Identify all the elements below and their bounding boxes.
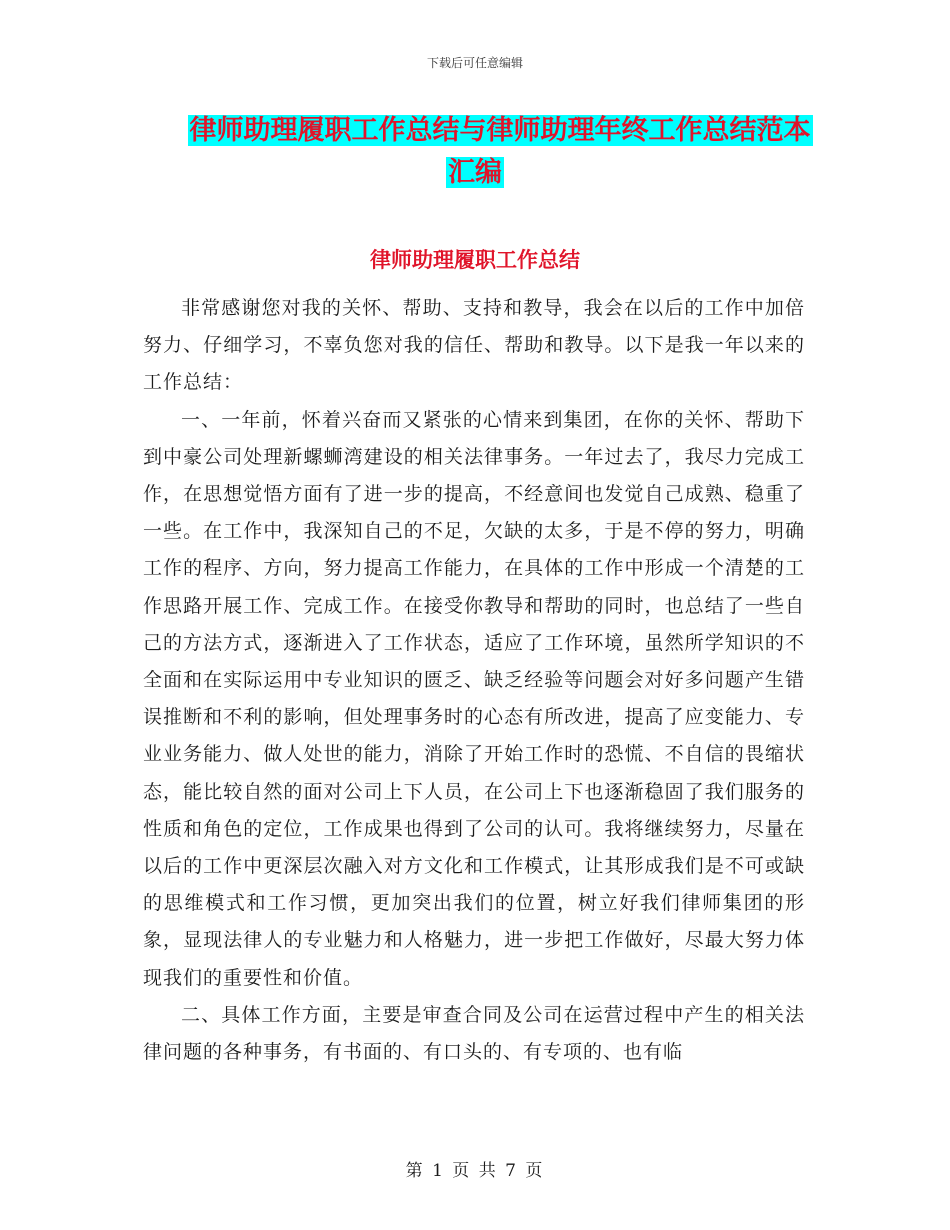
paragraph-2: 一、一年前，怀着兴奋而又紧张的心情来到集团，在你的关怀、帮助下到中豪公司处理新螺蛳湾建设的相关法律事务。一年过去了，我尽力完成工作，在思想觉悟方面有了进一步的提高，不经意间也发觉自己成熟、稳重了一些。在工作中，我深知自己的不足，欠缺的太多，于是不停的努力，明确工作的程序、方向，努力提高工作能力，在具体的工作中形成一个清楚的工作思路开展工作、完成工作。在接受你教导和帮助的同时，也总结了一些自己的方法方式，逐渐进入了工作状态，适应了工作环境，虽然所学知识的不全面和在实际运用中专业知识的匮乏、缺乏经验等问题会对好多问题产生错误推断和不利的影响，但处理事务时的心态有所改进，提高了应变能力、专业业务能力、做人处世的能力，消除了开始工作时的恐慌、不自信的畏缩状态，能比较自然的面对公司上下人员，在公司上下也逐渐稳固了我们服务的性质和角色的定位，工作成果也得到了公司的认可。我将继续努力，尽量在以后的工作中更深层次融入对方文化和工作模式，让其形成我们是不可或缺的思维模式和工作习惯，更加突出我们的位置，树立好我们律师集团的形象，显现法律人的专业魅力和人格魅力，进一步把工作做好，尽最大努力体现我们的重要性和价值。	[143, 408, 805, 989]
document-title-line1	[0, 110, 950, 152]
body-text	[143, 290, 805, 1071]
paragraph-3: 二、具体工作方面，主要是审查合同及公司在运营过程中产生的相关法律问题的各种事务，有书面的、有口头的、有专项的、也有临	[143, 1003, 805, 1064]
section-title: 律师助理履职工作总结	[370, 248, 580, 272]
header-note: 下载后可任意编辑	[426, 56, 523, 70]
title-highlight-2: 汇编	[448, 157, 502, 188]
title-highlight-1: 律师助理履职工作总结与律师助理年终工作总结范本	[189, 115, 811, 146]
document-title-line2	[0, 152, 950, 194]
page-footer: 第 1 页 共 7 页	[405, 1161, 545, 1181]
paragraph-1: 非常感谢您对我的关怀、帮助、支持和教导，我会在以后的工作中加倍努力、仔细学习，不辜负您对我的信任、帮助和教导。以下是我一年以来的工作总结：	[143, 297, 805, 394]
document-title	[0, 110, 950, 194]
